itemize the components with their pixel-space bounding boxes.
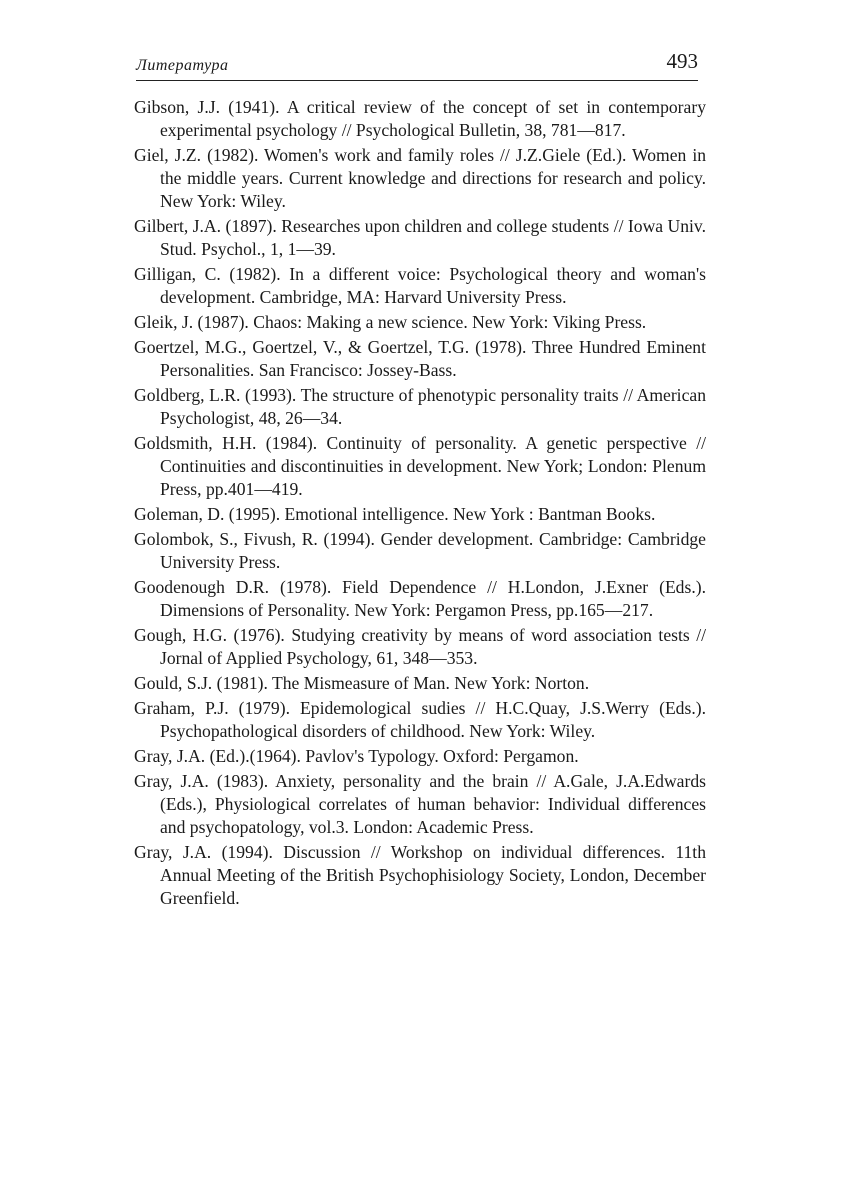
reference-list	[134, 96, 706, 912]
reference-entry: Goleman, D. (1995). Emotional intelligence. New York : Bantman Books.	[134, 504, 656, 525]
reference-entry: Gould, S.J. (1981). The Mismeasure of Man. New York: Norton.	[134, 673, 590, 693]
running-head	[136, 44, 698, 81]
reference-entry: Gilligan, C. (1982). In a different voice: Psychological theory and woman's development. Cambridge, MA: Harvard University Press.	[134, 264, 706, 308]
reference-entry: Gray, J.A. (1994). Discussion // Workshop on individual differences. 11th Annual Meeting of the British Psychophisiology Society, London, December Greenfield.	[134, 841, 706, 909]
reference-entry: Gough, H.G. (1976). Studying creativity by means of word association tests // Jornal of Applied Psychology, 61, 348—353.	[134, 625, 706, 669]
reference-entry: Goodenough D.R. (1978). Field Dependence // H.London, J.Exner (Eds.). Dimensions of Personality. New York: Pergamon Press, pp.165—217.	[134, 577, 706, 621]
reference-entry: Graham, P.J. (1979). Epidemological sudies // H.C.Quay, J.S.Werry (Eds.). Psychopathological disorders of childhood. New York: Wiley.	[134, 697, 706, 741]
reference-entry: Gibson, J.J. (1941). A critical review of the concept of set in contemporary experimental psychology // Psychological Bulletin, 38, 781—817.	[134, 97, 706, 141]
section-title: Литература	[136, 57, 229, 74]
reference-entry: Gray, J.A. (Ed.).(1964). Pavlov's Typology. Oxford: Pergamon.	[134, 745, 579, 766]
reference-entry: Golombok, S., Fivush, R. (1994). Gender development. Cambridge: Cambridge University Press.	[134, 529, 706, 573]
page-number: 493	[666, 49, 698, 73]
reference-entry: Gray, J.A. (1983). Anxiety, personality and the brain // A.Gale, J.A.Edwards (Eds.), Physiological correlates of human behavior: Individual differences and psychopatology, vol.3. London: Academic Press.	[134, 770, 706, 837]
reference-entry: Goertzel, M.G., Goertzel, V., & Goertzel, T.G. (1978). Three Hundred Eminent Personalities. San Francisco: Jossey-Bass.	[134, 337, 706, 381]
reference-entry: Goldsmith, H.H. (1984). Continuity of personality. A genetic perspective // Continuities and discontinuities in development. New York; London: Plenum Press, pp.401—419.	[134, 433, 706, 500]
reference-entry: Gilbert, J.A. (1897). Researches upon children and college students // Iowa Univ. Stud. Psychol., 1, 1—39.	[134, 216, 706, 260]
reference-entry: Giel, J.Z. (1982). Women's work and family roles // J.Z.Giele (Ed.). Women in the middle years. Current knowledge and directions for research and policy. New York: Wiley.	[134, 145, 706, 212]
reference-entry: Gleik, J. (1987). Chaos: Making a new science. New York: Viking Press.	[134, 312, 647, 333]
reference-entry: Goldberg, L.R. (1993). The structure of phenotypic personality traits // American Psychologist, 48, 26—34.	[134, 385, 706, 429]
